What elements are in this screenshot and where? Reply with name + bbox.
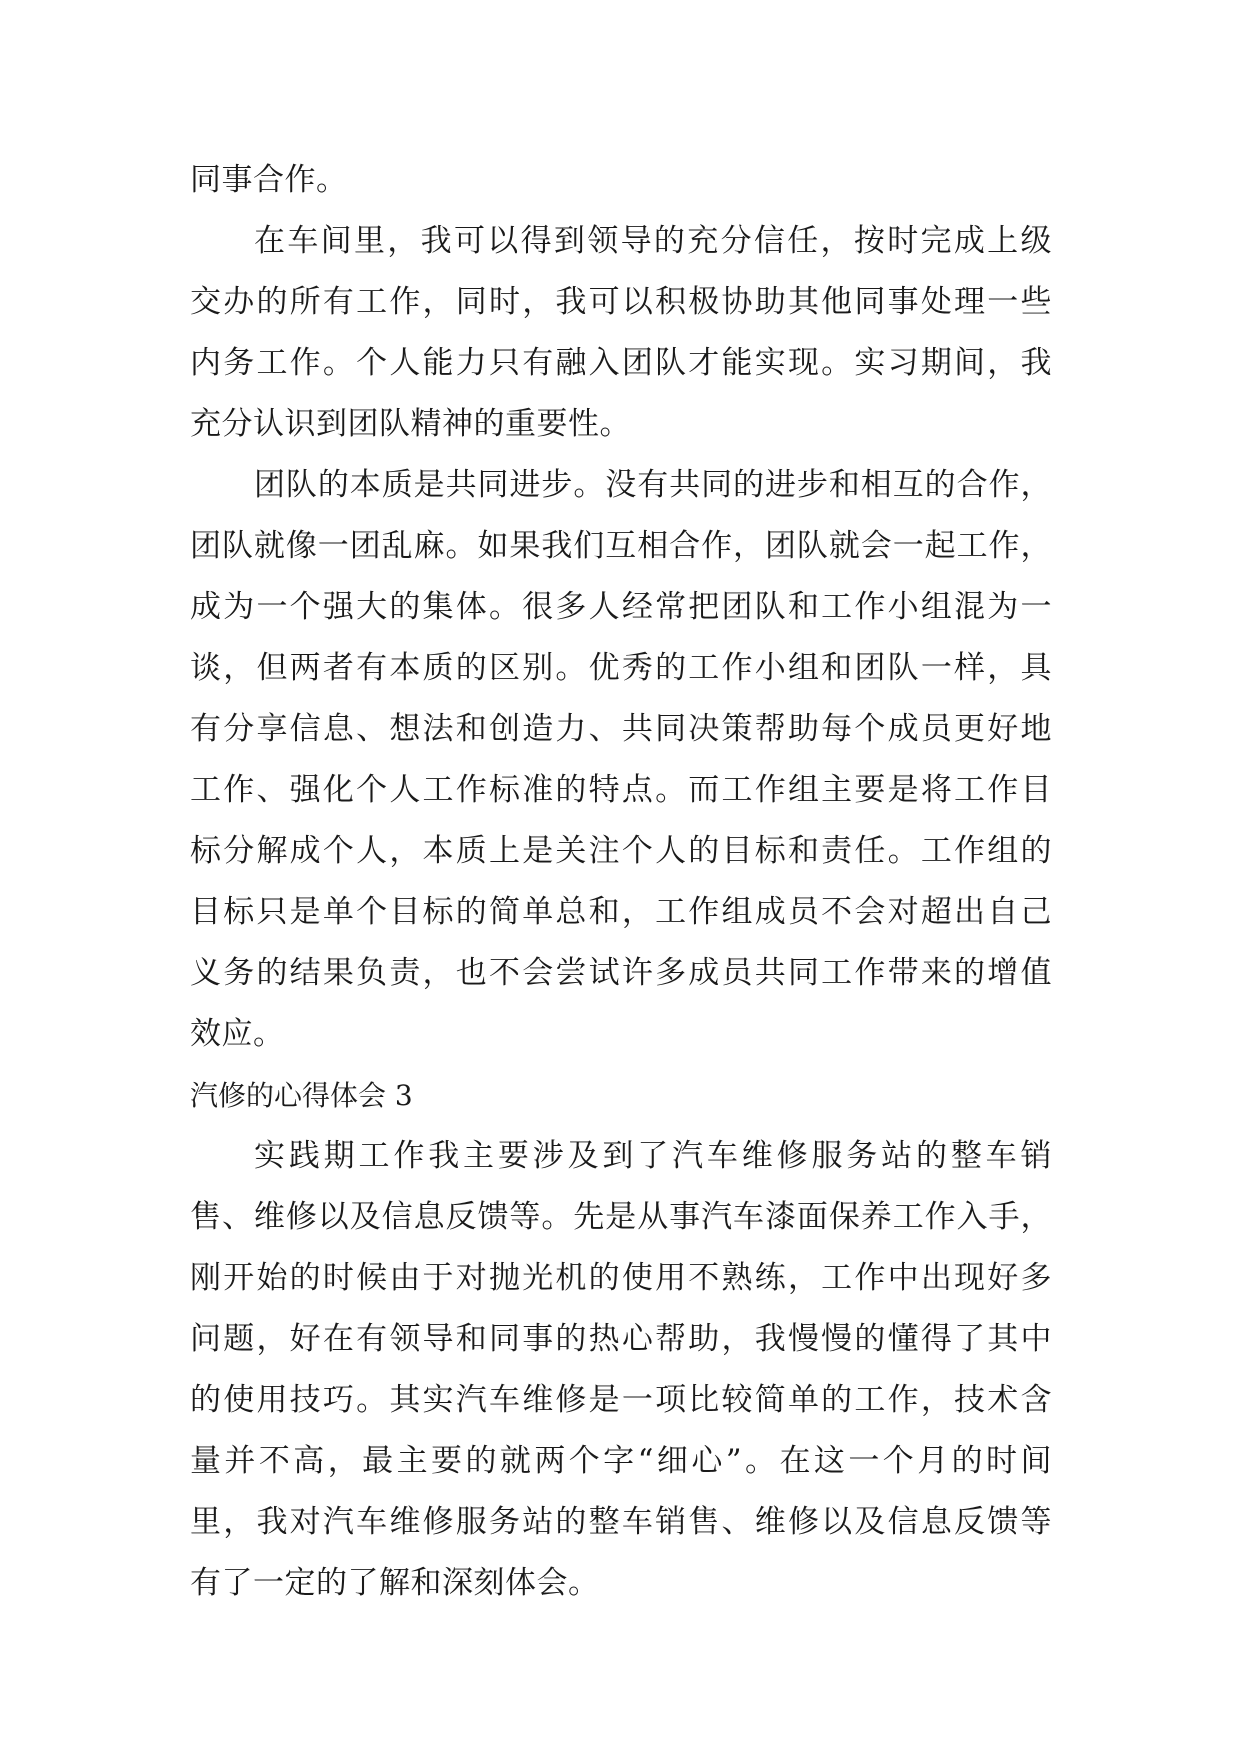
paragraph-line: 目标只是单个目标的简单总和，工作组成员不会对超出自己 <box>190 894 1052 930</box>
paragraph-line: 实践期工作我主要涉及到了汽车维修服务站的整车销 <box>254 1138 1052 1174</box>
paragraph-line: 工作、强化个人工作标准的特点。而工作组主要是将工作目 <box>190 772 1052 808</box>
paragraph-line: 成为一个强大的集体。很多人经常把团队和工作小组混为一 <box>190 589 1052 625</box>
paragraph-line: 效应。 <box>190 1016 285 1052</box>
paragraph-line: 量并不高，最主要的就两个字“细心”。在这一个月的时间 <box>190 1443 1052 1479</box>
paragraph-line: 充分认识到团队精神的重要性。 <box>190 406 631 442</box>
paragraph-line: 里，我对汽车维修服务站的整车销售、维修以及信息反馈等 <box>190 1504 1052 1540</box>
paragraph-line: 有了一定的了解和深刻体会。 <box>190 1565 600 1601</box>
paragraph-line: 团队就像一团乱麻。如果我们互相合作，团队就会一起工作， <box>190 528 1052 564</box>
paragraph-line: 同事合作。 <box>190 162 348 198</box>
paragraph-line: 谈，但两者有本质的区别。优秀的工作小组和团队一样，具 <box>190 650 1052 686</box>
section-heading: 汽修的心得体会 3 <box>190 1079 413 1112</box>
paragraph-line: 在车间里，我可以得到领导的充分信任，按时完成上级 <box>254 223 1052 259</box>
paragraph-line: 标分解成个人，本质上是关注个人的目标和责任。工作组的 <box>190 833 1052 869</box>
paragraph-line: 售、维修以及信息反馈等。先是从事汽车漆面保养工作入手， <box>190 1199 1052 1235</box>
document-page <box>190 150 1052 1614</box>
paragraph-line: 内务工作。个人能力只有融入团队才能实现。实习期间，我 <box>190 345 1052 381</box>
paragraph-line: 团队的本质是共同进步。没有共同的进步和相互的合作， <box>254 467 1052 503</box>
paragraph-line: 有分享信息、想法和创造力、共同决策帮助每个成员更好地 <box>190 711 1052 747</box>
paragraph-line: 交办的所有工作，同时，我可以积极协助其他同事处理一些 <box>190 284 1052 320</box>
paragraph-line: 刚开始的时候由于对抛光机的使用不熟练，工作中出现好多 <box>190 1260 1052 1296</box>
paragraph-line: 问题，好在有领导和同事的热心帮助，我慢慢的懂得了其中 <box>190 1321 1052 1357</box>
paragraph-line: 的使用技巧。其实汽车维修是一项比较简单的工作，技术含 <box>190 1382 1052 1418</box>
paragraph-line: 义务的结果负责，也不会尝试许多成员共同工作带来的增值 <box>190 955 1052 991</box>
